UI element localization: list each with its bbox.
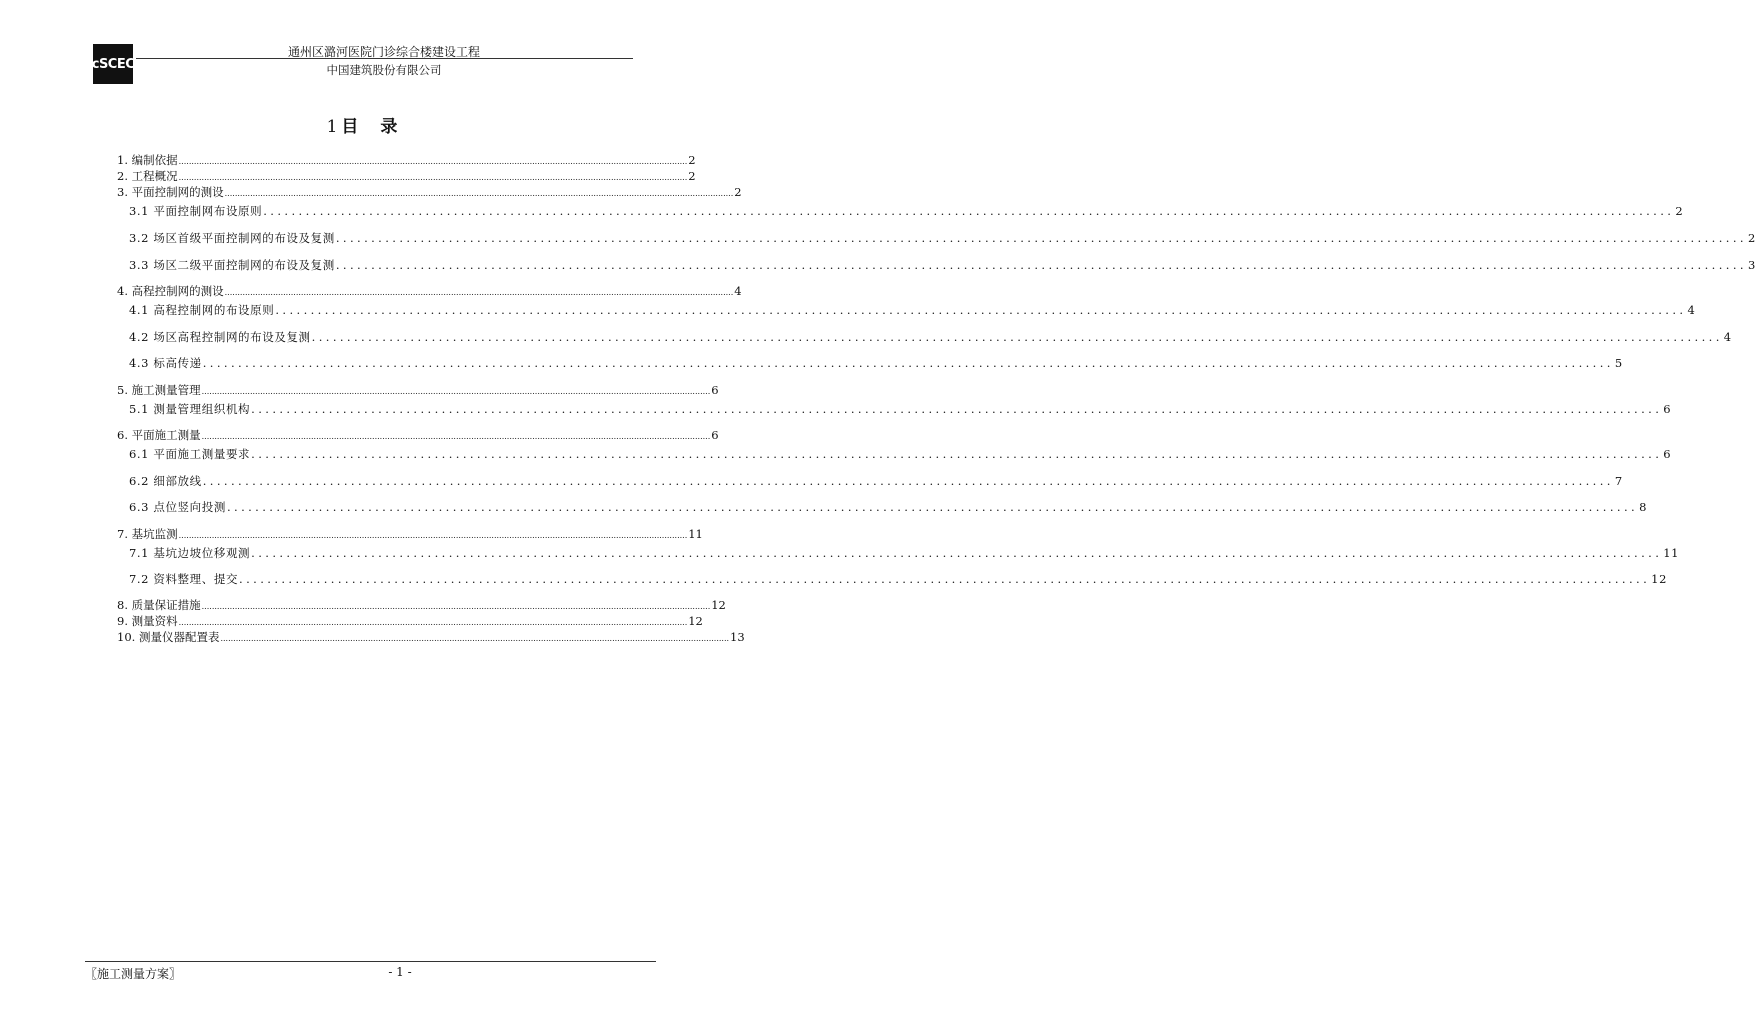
toc-entry[interactable] [117,381,719,397]
toc-entry-page: 12 [711,598,726,612]
toc-entry-label: 7. 基坑监测 [117,527,178,541]
toc-subentry[interactable] [129,301,1696,317]
toc-entry-label: 4.2 场区高程控制网的布设及复测 [129,330,311,344]
toc-entry-label: 3.2 场区首级平面控制网的布设及复测 [129,231,335,245]
toc-leader-dots: ........................................................................................................................................................................................................ [201,387,711,396]
toc-leader-dots: ........................................................................................................................................................................................................ [202,356,1614,370]
toc-entry[interactable] [117,525,703,541]
toc-entry-label: 6.1 平面施工测量要求 [129,447,251,461]
toc-entry-page: 4 [1687,303,1696,317]
toc-entry-page: 2 [688,153,696,167]
toc-entry-label: 7.1 基坑边坡位移观测 [129,546,251,560]
toc-entry-page: 6 [1663,402,1672,416]
toc-entry-label: 10. 测量仪器配置表 [117,630,220,644]
toc-leader-dots: ........................................................................................................................................................................................................ [201,602,711,611]
toc-subentry[interactable] [129,472,1623,488]
toc-entry[interactable] [117,282,742,298]
toc-entry-label: 5.1 测量管理组织机构 [129,402,251,416]
toc-entry-label: 8. 质量保证措施 [117,598,201,612]
toc-entry-label: 3. 平面控制网的测设 [117,185,224,199]
toc-entry[interactable] [117,628,745,644]
toc-entry[interactable] [117,183,742,199]
toc-entry-page: 13 [730,630,745,644]
toc-subentry[interactable] [129,354,1623,370]
toc-entry-page: 12 [1651,572,1667,586]
toc-leader-dots: ........................................................................................................................................................................................................ [178,531,688,540]
toc-entry[interactable] [117,151,696,167]
toc-entry-page: 2 [688,169,696,183]
toc-heading-number: 1 [326,117,338,137]
toc-entry[interactable] [117,612,703,628]
toc-entry[interactable] [117,426,719,442]
toc-entry-label: 6.3 点位竖向投测 [129,500,226,514]
toc-leader-dots: ........................................................................................................................................................................................................ [251,546,1663,560]
toc-heading-text-a: 目 [341,117,359,137]
toc-entry-label: 3.1 平面控制网布设原则 [129,204,263,218]
toc-entry-page: 11 [1663,546,1680,560]
toc-entry-label: 4. 高程控制网的测设 [117,284,224,298]
footer-rule [85,961,656,962]
toc-subentry[interactable] [129,445,1672,461]
toc-subentry[interactable] [129,544,1680,560]
toc-entry-label: 7.2 资料整理、提交 [129,572,239,586]
company-name: 中国建筑股份有限公司 [326,63,442,77]
company-logo: cSCEC [93,44,133,84]
toc-leader-dots: ........................................................................................................................................................................................................ [239,572,1651,586]
footer-document-name: 〖施工测量方案〗 [85,967,182,981]
toc-entry-label: 4.3 标高传递 [129,356,202,370]
toc-entry-page: 4 [1723,330,1732,344]
toc-entry-label: 6.2 细部放线 [129,474,202,488]
toc-leader-dots: ........................................................................................................................................................................................................ [201,432,711,441]
toc-entry[interactable] [117,167,696,183]
toc-entry-page: 7 [1614,474,1623,488]
toc-entry-page: 2 [734,185,742,199]
footer-page-number: - 1 - [388,965,412,979]
header-rule [136,58,633,59]
toc-entry-page: 6 [711,428,719,442]
toc-entry-page: 6 [711,383,719,397]
toc-leader-dots: ........................................................................................................................................................................................................ [263,204,1675,218]
toc-subentry[interactable] [129,400,1672,416]
toc-entry-page: 4 [734,284,742,298]
toc-entry-page: 3 [1747,258,1756,272]
toc-entry-page: 5 [1614,356,1623,370]
toc-entry-label: 2. 工程概况 [117,169,178,183]
toc-leader-dots: ........................................................................................................................................................................................................ [251,402,1663,416]
toc-entry-page: 2 [1747,231,1756,245]
toc-entry-label: 3.3 场区二级平面控制网的布设及复测 [129,258,335,272]
toc-subentry[interactable] [129,202,1684,218]
toc-leader-dots: ........................................................................................................................................................................................................ [178,157,688,166]
toc-leader-dots: ........................................................................................................................................................................................................ [311,330,1723,344]
toc-entry[interactable] [117,596,726,612]
toc-leader-dots: ........................................................................................................................................................................................................ [224,189,734,198]
toc-subentry[interactable] [129,229,1756,245]
toc-leader-dots: ........................................................................................................................................................................................................ [251,447,1663,461]
toc-entry-page: 6 [1663,447,1672,461]
toc-leader-dots: ........................................................................................................................................................................................................ [335,231,1747,245]
toc-leader-dots: ........................................................................................................................................................................................................ [178,173,688,182]
toc-leader-dots: ........................................................................................................................................................................................................ [202,474,1614,488]
toc-entry-page: 8 [1639,500,1647,514]
toc-heading-text-b: 录 [380,117,398,137]
toc-leader-dots: ........................................................................................................................................................................................................ [275,303,1687,317]
toc-leader-dots: ........................................................................................................................................................................................................ [224,288,734,297]
toc-subentry[interactable] [129,328,1732,344]
toc-subentry[interactable] [129,570,1667,586]
toc-entry-label: 5. 施工测量管理 [117,383,201,397]
toc-leader-dots: ........................................................................................................................................................................................................ [226,500,1639,514]
toc-leader-dots: ........................................................................................................................................................................................................ [335,258,1747,272]
toc-heading [0,112,724,137]
toc-entry-label: 1. 编制依据 [117,153,178,167]
toc-entry-page: 11 [688,527,703,541]
toc-entry-label: 4.1 高程控制网的布设原则 [129,303,275,317]
toc-entry-page: 12 [688,614,703,628]
toc-leader-dots: ........................................................................................................................................................................................................ [178,618,688,627]
project-title: 通州区潞河医院门诊综合楼建设工程 [287,45,480,59]
toc-entry-label: 9. 测量资料 [117,614,178,628]
toc-leader-dots: ........................................................................................................................................................................................................ [220,634,730,643]
toc-entry-page: 2 [1675,204,1684,218]
toc-subentry[interactable] [129,256,1756,272]
toc-entry-label: 6. 平面施工测量 [117,428,201,442]
toc-subentry[interactable] [129,498,1647,514]
